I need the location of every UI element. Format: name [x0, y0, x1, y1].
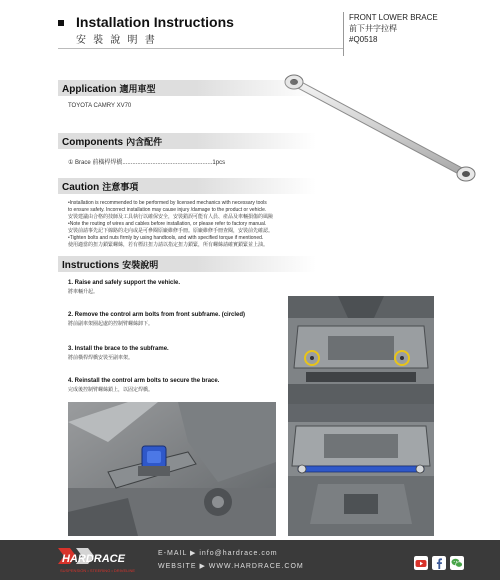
application-section — [58, 80, 478, 96]
step-4 — [68, 378, 278, 393]
step-2-text-zh: 將前副車架圈起處的控制臂螺絲卸下。 — [68, 321, 154, 327]
subframe-before-photo — [288, 296, 434, 404]
components-heading: Components — [62, 137, 124, 148]
header-divider — [58, 48, 344, 49]
control-arm-photo — [68, 402, 276, 536]
youtube-icon[interactable] — [414, 556, 428, 570]
header-marker — [58, 20, 64, 26]
step-3 — [68, 346, 278, 361]
instructions-section — [58, 256, 478, 272]
step-2-text: 2. Remove the control arm bolts from front subframe. (circled) — [68, 312, 246, 318]
instructions-heading-zh: 安裝說明 — [122, 261, 159, 271]
caution-line: to ensure safety. Incorrect installation may cause injury /damage to the product or vehicle. — [68, 207, 267, 213]
step-4-text-zh: 完成後控制臂螺絲鎖上，以固定焊橋。 — [68, 387, 154, 393]
subframe-after-photo — [288, 404, 434, 536]
step-1 — [68, 280, 278, 295]
caution-line: 安裝前請事先記下線路的走向或是可參閱原廠維修手冊。原廠維修手冊查閱，安裝前先確認。 — [68, 228, 274, 234]
caution-heading: Caution — [62, 182, 100, 193]
caution-line: •Installation is recommended to be performed by licensed mechanics with necessary tools — [68, 200, 267, 206]
step-3-text-zh: 將前橫桿焊橋安裝至副車架。 — [68, 355, 134, 361]
facebook-icon[interactable] — [432, 556, 446, 570]
application-vehicle: TOYOTA CAMRY XV70 — [68, 103, 132, 109]
step-1-text: 1. Raise and safely support the vehicle. — [68, 280, 181, 286]
footer-website: WEBSITE ▶ WWW.HARDRACE.COM — [158, 563, 304, 570]
instructions-heading: Instructions — [62, 260, 120, 271]
caution-line: 使用適當的扭力鎖緊螺絲，若有標註扭力請以指定扭力鎖緊，所有螺絲請確實鎖緊並上油。 — [68, 242, 269, 248]
step-1-text-zh: 將車輛升起。 — [68, 289, 99, 295]
product-name: FRONT LOWER BRACE — [349, 13, 438, 22]
product-info — [349, 12, 438, 45]
part-number: #Q0518 — [349, 35, 378, 44]
footer-email: E-MAIL ▶ info@hardrace.com — [158, 550, 278, 557]
step-2 — [68, 312, 278, 327]
application-heading: Application — [62, 84, 117, 95]
page-title-zh: 安 裝 說 明 書 — [76, 35, 157, 46]
caution-line: •Tighten bolts and nuts firmly by using handtools, and with specified torque if mentioned. — [68, 235, 264, 241]
wechat-icon[interactable] — [450, 556, 464, 570]
hardrace-logo — [56, 544, 152, 576]
caution-line: •Note the routing of wires and cables before installation, or please refer to factory manual. — [68, 221, 267, 227]
application-heading-zh: 適用車型 — [119, 85, 156, 95]
caution-heading-zh: 注意事項 — [102, 183, 139, 193]
caution-section — [58, 178, 478, 194]
brand-tagline: SUSPENSION • STEERING • DRIVELINE — [60, 568, 136, 573]
step-3-text: 3. Install the brace to the subframe. — [68, 346, 169, 352]
components-section — [58, 133, 478, 149]
caution-list — [68, 200, 298, 249]
page-title: Installation Instructions — [76, 14, 234, 30]
caution-line: 安裝建議由合格的技師及工具執行以確保安全，安裝錯誤可能有人員、產品及車輛損傷的風險 — [68, 214, 274, 220]
header-vertical-divider — [343, 12, 344, 56]
components-heading-zh: 內含配件 — [126, 138, 163, 148]
step-4-text: 4. Reinstall the control arm bolts to secure the brace. — [68, 378, 220, 384]
brand-name: HARDRACE — [62, 553, 125, 565]
product-name-zh: 前下井字拉桿 — [349, 24, 397, 33]
components-item: ① Brace 前橫桿焊橋......................................................1pcs — [68, 160, 226, 166]
